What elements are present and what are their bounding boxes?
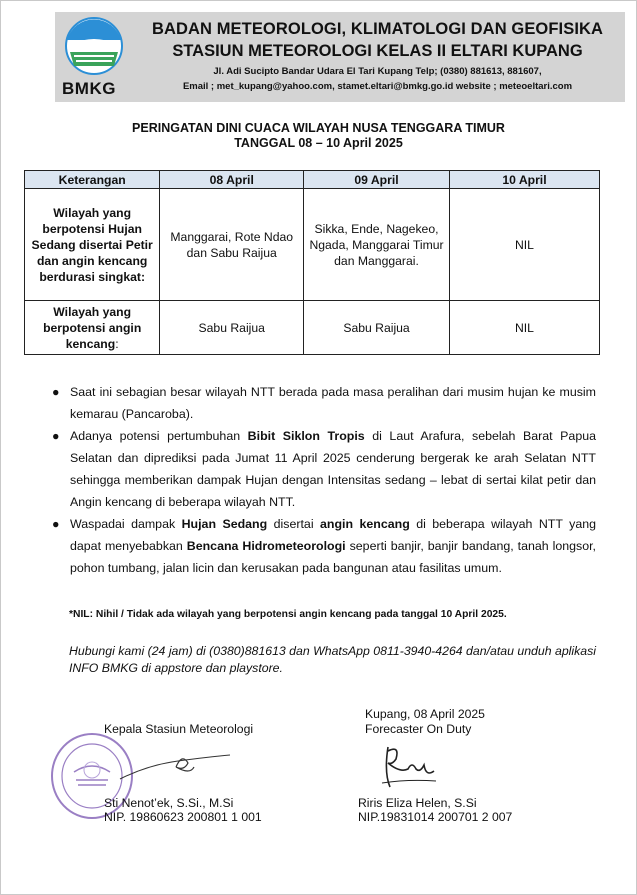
table-cell: Sabu Raijua xyxy=(304,301,450,355)
bullet-text: Waspadai dampak xyxy=(70,517,182,531)
forecaster-title: Forecaster On Duty xyxy=(365,722,472,736)
document-date-range: TANGGAL 08 – 10 April 2025 xyxy=(234,136,403,150)
bullet-text: di beberapa wilayah NTT yang dapat menyebabkan xyxy=(70,517,596,553)
table-cell: NIL xyxy=(449,301,599,355)
header-day-1: 08 April xyxy=(160,171,304,189)
bullet-list xyxy=(52,381,596,579)
list-item xyxy=(52,513,596,579)
bullet-text: Adanya potensi pertumbuhan xyxy=(70,429,248,443)
head-name: Sti Nenot’ek, S.Si., M.Si xyxy=(104,796,234,810)
nil-footnote: *NIL: Nihil / Tidak ada wilayah yang berpotensi angin kencang pada tanggal 10 April 2025. xyxy=(69,609,507,620)
row-label-colon: : xyxy=(115,336,119,351)
agency-name: BADAN METEOROLOGI, KLIMATOLOGI DAN GEOFISIKA xyxy=(151,20,604,38)
bullet-text: Saat ini sebagian besar wilayah NTT berada pada masa peralihan dari musim hujan ke musim kemarau (Pancaroba). xyxy=(70,385,596,421)
header-day-2: 09 April xyxy=(304,171,450,189)
document-title: PERINGATAN DINI CUACA WILAYAH NUSA TENGGARA TIMUR xyxy=(132,121,505,135)
forecaster-signature xyxy=(378,743,438,791)
warning-table xyxy=(24,170,600,355)
bullet-emphasis: Bibit Siklon Tropis xyxy=(247,429,365,443)
bullet-icon: ● xyxy=(52,429,60,443)
bullet-icon: ● xyxy=(52,517,60,531)
table-row xyxy=(25,189,600,301)
table-cell: Manggarai, Rote Ndao dan Sabu Raijua xyxy=(160,189,304,301)
bullet-emphasis: angin kencang xyxy=(320,517,410,531)
header-keterangan: Keterangan xyxy=(25,171,160,189)
contact-note: Hubungi kami (24 jam) di (0380)881613 dan WhatsApp 0811-3940-4264 dan/atau unduh aplikasi INFO BMKG di appstore dan playstore. xyxy=(69,644,596,675)
forecaster-name: Riris Eliza Helen, S.Si xyxy=(358,796,477,810)
bullet-text: seperti banjir, banjir bandang, tanah longsor, pohon tumbang, jalan licin dan kerusakan pada bangunan atau fasilitas umum. xyxy=(70,539,597,575)
bullet-text: di Laut Arafura, sebelah Barat Papua Selatan dan diprediksi pada Jumat 11 April 2025 cenderung bergerak ke arah Selatan NTT sehingga memberikan dampak Hujan dengan Intensitas sedang – lebat di sertai kilat petir dan Angin kencang di beberapa wilayah NTT. xyxy=(70,429,596,509)
station-name: STASIUN METEOROLOGI KELAS II ELTARI KUPANG xyxy=(172,42,583,60)
bullet-text: disertai xyxy=(267,517,321,531)
bullet-emphasis: Bencana Hidrometeorologi xyxy=(186,539,346,553)
table-header-row xyxy=(25,171,600,189)
head-title: Kepala Stasiun Meteorologi xyxy=(104,722,254,736)
logo-text: BMKG xyxy=(62,79,116,98)
head-nip: NIP. 19860623 200801 1 001 xyxy=(104,810,262,824)
table-cell: Sabu Raijua xyxy=(160,301,304,355)
row-label-text: Wilayah yang berpotensi angin kencang xyxy=(43,304,142,351)
header-day-3: 10 April xyxy=(449,171,599,189)
list-item xyxy=(52,425,596,513)
table-row xyxy=(25,301,600,355)
row-label-strong-wind xyxy=(25,301,160,355)
signing-place-date: Kupang, 08 April 2025 xyxy=(365,707,485,721)
row-label-heavy-rain: Wilayah yang berpotensi Hujan Sedang disertai Petir dan angin kencang berdurasi singkat: xyxy=(25,189,160,301)
head-signature xyxy=(118,745,238,785)
station-contact: Email ; met_kupang@yahoo.com, stamet.eltari@bmkg.go.id website ; meteoeltari.com xyxy=(182,81,573,92)
table-cell: NIL xyxy=(449,189,599,301)
bullet-icon: ● xyxy=(52,385,60,399)
bullet-emphasis: Hujan Sedang xyxy=(181,517,268,531)
station-address: Jl. Adi Sucipto Bandar Udara El Tari Kupang Telp; (0380) 881613, 881607, xyxy=(213,66,542,77)
list-item xyxy=(52,381,596,425)
table-cell: Sikka, Ende, Nagekeo, Ngada, Manggarai Timur dan Manggarai. xyxy=(304,189,450,301)
forecaster-nip: NIP.19831014 200701 2 007 xyxy=(358,810,513,824)
